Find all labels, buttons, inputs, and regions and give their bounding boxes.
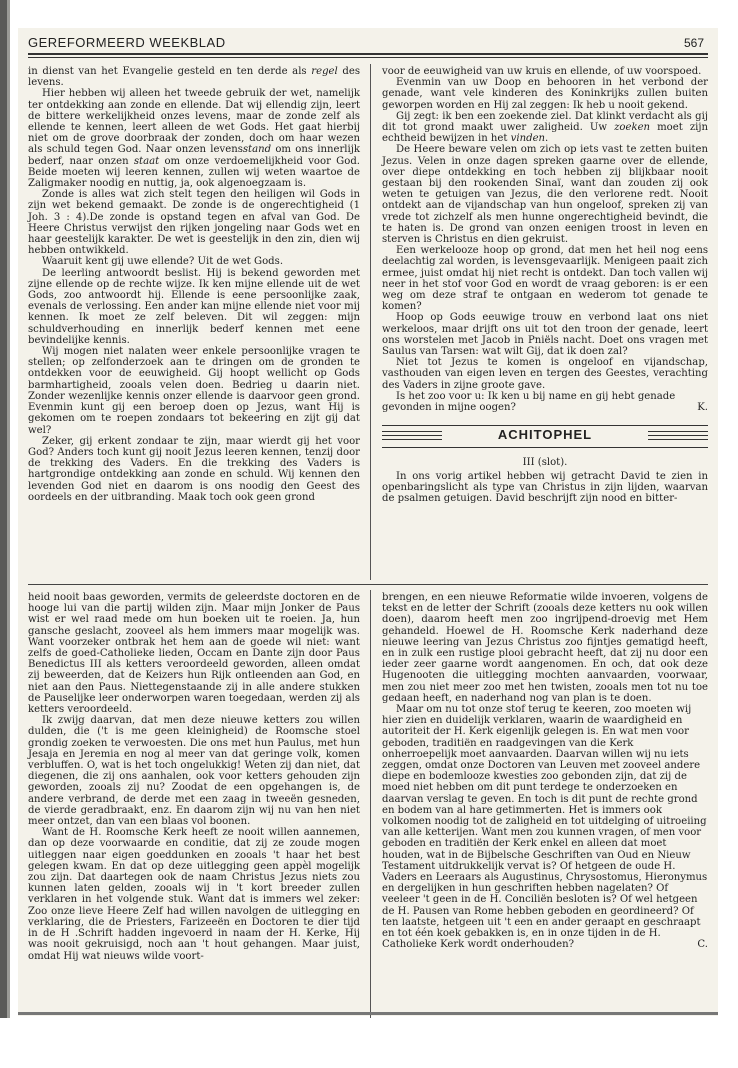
article-subtitle: III (slot). (522, 457, 568, 469)
paragraph: Een werkelooze hoop op grond, dat men het heil nog eens deelachtig zal worden, is levensgevaarlijk. Menigeen paait zich ermee, juist omdat hij niet recht is ontdekt. Dan toch vallen wij neer in het stof voor God en wordt de vraag geboren: is er een weg om deze straf te ontgaan en wederom tot genade te komen? (382, 245, 708, 313)
paragraph: Hoop op Gods eeuwige trouw en verbond laat ons niet werkeloos, maar drijft ons uit tot den troon der genade, leert ons worstelen met Jacob in Pniëls nacht. Doet ons vragen met Saulus van Tarsen: wat wilt Gij, dat ik doen zal? (382, 312, 708, 358)
column-bottom-left (28, 592, 360, 962)
column-top-left (28, 66, 360, 503)
paragraph: Niet tot Jezus te komen is ongeloof en vijandschap, vasthouden van eigen leven en tergen des Geestes, verachting des Vaders in zijne groote gave. (382, 357, 708, 391)
paragraph-text: Is het zoo voor u: Ik ken u bij name en gij hebt genade gevonden in mijne oogen? (382, 390, 676, 414)
paragraph: Evenmin van uw Doop en behooren in het verbond der genade, want vele kinderen des Koninkrijks zullen buiten geworpen worden en Hij zal zeggen: Ik heb u nooit gekend. (382, 77, 708, 111)
paragraph (382, 704, 708, 950)
column-divider-top (370, 64, 371, 580)
header-rule-thin (28, 57, 708, 58)
author-signature: C. (697, 939, 708, 951)
paragraph (382, 391, 708, 413)
paragraph (28, 66, 360, 88)
column-top-right (382, 66, 708, 504)
heading-rule (382, 447, 708, 448)
page-section-divider (28, 584, 708, 585)
paragraph: Wij mogen niet nalaten weer enkele persoonlijke vragen te stellen; op zelfonderzoek aan te dringen om de gronden te ontdekken voor de eeuwigheid. Gij hoopt wellicht op Gods barmhartigheid, zooals velen doen. Bedrieg u daarin niet. Zonder wezenlijke kennis onzer ellende is daarvoor geen grond. Evenmin kunt gij een beroep doen op Jezus, want Hij is gekomen om te roepen zondaars tot bekeering en zijt gij dat wel? (28, 346, 360, 436)
running-header-title: GEREFORMEERD WEEKBLAD (28, 35, 226, 50)
paragraph: Gij zegt: ik ben een zoekende ziel. Dat klinkt verdacht als gij dit tot grond maakt uwer zaligheid. Uw zoeken moet zijn echtheid bewijzen in het vinden. (382, 110, 708, 145)
paragraph: Zonde is alles wat zich stelt tegen den heiligen wil Gods in zijn wet bekend gemaakt. De zonde is de ongerechtigheid (1 Joh. 3 : 4).De zonde is opstand tegen en afval van God. De Heere Christus verwijst den rijken jongeling naar Gods wet en haar geestelijk karakter. De wet is geestelijk in den zin, dien wij hebben ontwikkeld. (28, 189, 360, 257)
heading-rule (382, 425, 708, 426)
paragraph: De Heere beware velen om zich op iets vast te zetten buiten Jezus. Velen in onze dagen spreken gaarne over de ellende, over diepe ontdekking en toch hebben zij blijkbaar nooit gestaan bij den rookenden Sinaï, want dan zouden zij ook weten te getuigen van Jezus, die den verlorene redt. Nooit ontdekt aan de vijandschap van hun ongeloof, spreken zij van vrede tot zichzelf als men hunne ongerechtigheid bevindt, die te haten is. De grond van onzen eenigen troost in leven en sterven is Christus en dien gekruist. (382, 144, 708, 246)
paragraph-text: in dienst van het Evangelie gesteld en ten derde als regel des levens. (28, 66, 360, 89)
paragraph-text: Maar om nu tot onze stof terug te keeren, zoo moeten wij hier zien en duidelijk verklaren, waarin de waardigheid en autoriteit der H. Kerk eigenlijk gelegen is. En wat men voor geboden, traditiën en raadgevingen van die Kerk onherroepelijk moet aanvaarden. Daarvan willen wij nu iets zeggen, omdat onze Doctoren van Leuven met zooveel andere diepe en bodemlooze kwesties zoo gebonden zijn, dat zij de moed niet hebben om dit punt terdege te onderzoeken en daarvan verslag te geven. En toch is dit punt de rechte grond en bodem van al hare getimmerten. Het is immers ook volkomen noodig tot de zaligheid en tot uitdelging of uitroeiing van alle ketterijen. Want men zou kunnen vragen, of men voor geboden en traditiën der Kerk enkel en alleen dat moet houden, wat in de Bijbelsche Geschriften van Oud en Nieuw Testament uitdrukkelijk vervat is? Of hetgeen de oude H. Vaders en Leeraars als Augustinus, Chrysostomus, Hieronymus en dergelijken in hun geschriften hebben nagelaten? Of veeleer 't geen in de H. Conciliën besloten is? Of wel hetgeen de H. Pausen van Rome hebben geboden en geordineerd? Of ten laatste, hetgeen uit 't een en ander geraapt en geschraapt en tot één koek gebakken is, en in onze tijden in de H. Catholieke Kerk wordt onderhouden? (382, 704, 708, 951)
author-signature: K. (697, 402, 708, 414)
column-bottom-right (382, 592, 708, 951)
paragraph: In ons vorig artikel hebben wij getracht David te zien in openbaringslicht als type van Christus in zijn lijden, waarvan de psalmen getuigen. David beschrijft zijn nood en bitter- (382, 470, 708, 504)
page-number: 567 (683, 36, 704, 50)
header-rule (28, 53, 708, 55)
paragraph: brengen, en een nieuwe Reformatie wilde invoeren, volgens de tekst en de letter der Schrift (zooals deze ketters nu ook willen doen), daarom heeft men zoo ingrijpend-droevig met Hem gehandeld. Hoewel de H. Roomsche Kerk naderhand deze nieuwe leering van Jezus Christus zoo fijntjes gematigd heeft, en in zulk een rustige plooi gebracht heeft, dat zij nu door een ieder zeer gaarne wordt aangenomen. En och, dat ook deze Hugenooten die uitlegging mochten aanvaarden, voorwaar, men zou niet meer zoo met hen twisten, zooals men tot nu toe gedaan heeft, en naderhand nog van plan is te doen. (382, 592, 708, 704)
paragraph: De leerling antwoordt beslist. Hij is bekend geworden met zijne ellende op de rechte wijze. Ik ken mijne ellende uit de wet Gods, zoo antwoordt hij. Ellende is eene persoonlijke zaak, evenals de verlossing. Een ander kan mijne ellende niet voor mij kennen. Ik moet ze zelf beleven. Dit wil zeggen: mijn schuldverhouding en innerlijk bederf kennen met eene bevindelijke kennis. (28, 267, 360, 346)
paragraph: heid nooit baas geworden, vermits de geleerdste doctoren en de hooge lui van die partij wilden zijn. Maar mijn Jonker de Paus wist er wel raad mede om hun boeken uit te roeien. Ja, hun gansche geslacht, zooveel als hem immers maar mogelijk was. Want voorzeker ontbrak het hem aan de goede wil niet: want zelfs de goed-Catholieke lieden, Occam en Dante zijn door Paus Benedictus III als ketters veroordeeld geworden, alleen omdat zij beweerden, dat de Keizers hun Rijk ontleenden aan God, en niet aan den Paus. Niettegenstaande zij in alle andere stukken de Pauselijke leer onderworpen waren toegedaan, werden zij als ketters veroordeeld. (28, 592, 360, 716)
magazine-page (18, 28, 718, 1016)
book-spine-edge (7, 0, 10, 1068)
paragraph: Want de H. Roomsche Kerk heeft ze nooit willen aannemen, dan op deze voorwaarde en conditie, dat zij ze zoude mogen uitleggen naar eigen goeddunken en zooals 't haar het best gelegen kwam. En dat op deze uitlegging geen appèl mogelijk zou zijn. Dat daartegen ook de naam Christus Jezus niets zou kunnen laten gelden, zooals wij in 't kort breeder zullen verklaren in het volgende stuk. Want dat is immers wel zeker: Zoo onze lieve Heere Zelf had willen navolgen de uitlegging en verklaring, die de Priesters, Farizeeën en Doctoren te dier tijd in de H .Schrift hadden ingevoerd in naam der H. Kerke, Hij was nooit gekruisigd, noch aan 't hout gehangen. Maar juist, omdat Hij wat nieuws wilde voort- (28, 827, 360, 962)
article-heading (382, 423, 708, 451)
column-divider-bottom (370, 590, 371, 1034)
page-bottom-edge (18, 1012, 718, 1015)
article-title: ACHITOPHEL (497, 427, 593, 443)
scan-margin (0, 1018, 738, 1068)
paragraph: voor de eeuwigheid van uw kruis en ellende, of uw voorspoed. (382, 66, 702, 77)
paragraph: Hier hebben wij alleen het tweede gebruik der wet, namelijk ter ontdekking aan zonde en ellende. Dat wij ellendig zijn, leert de bittere werkelijkheid onzes levens, maar de zonde zelf als ellende te kennen, leert alleen de wet Gods. Het gaat hierbij niet om de grove doorbraak der zonden, doch om haar wezen als schuld tegen God. Naar onzen levensstand om ons innerlijk bederf, naar onzen staat om onze verdoemelijkheid voor God. Beide moeten wij leeren kennen, zullen wij weten waartoe de Zaligmaker noodig en nuttig, ja, ook algenoegzaam is. (28, 88, 360, 190)
paragraph: Ik zwijg daarvan, dat men deze nieuwe ketters zou willen dulden, die ('t is me geen kleinigheid) de Roomsche stoel grondig zoeken te verwoesten. Die ons met hun Paulus, met hun Jesaja en Jeremia en nog al meer van dat geringe volk, komen verbluffen. O, wat is het toch ongelukkig! Weten zij dan niet, dat diegenen, die zij ons aanhalen, ook voor ketters gehouden zijn geworden, zooals zij nu? Zoodat de een opgehangen is, de andere verbrand, de derde met een zaag in tweeën gesneden, de vierde geradbraakt, enz. En daarom zijn wij nu van hen niet meer ontzet, dan van een blaas vol boonen. (28, 715, 360, 828)
paragraph: Zeker, gij erkent zondaar te zijn, maar wierdt gij het voor God? Anders toch kunt gij nooit Jezus leeren kennen, tenzij door de trekking des Vaders. En die trekking des Vaders is hartgrondige ontdekking aan zonde en schuld. Wij kennen den levenden God niet en daarom is ons noodig den Geest des oordeels en der uitbranding. Maak toch ook geen grond (28, 435, 360, 503)
paragraph: Waaruit kent gij uwe ellende? Uit de wet Gods. (42, 256, 284, 268)
book-spine (0, 0, 7, 1068)
